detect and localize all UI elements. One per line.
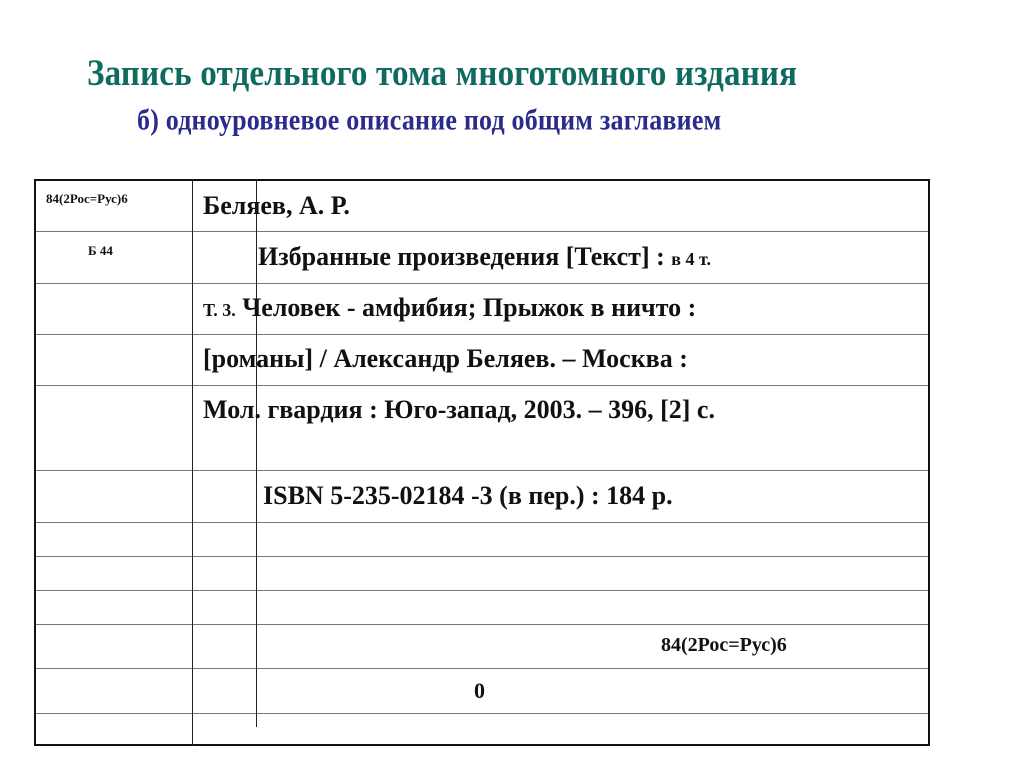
volume-line: [203, 293, 696, 323]
isbn-line: ISBN 5-235-02184 -3 (в пер.) : 184 р.: [263, 481, 673, 510]
column-divider: [192, 181, 193, 746]
row-line: [36, 334, 928, 335]
author-mark: Б 44: [88, 243, 113, 258]
row-line: [36, 713, 928, 714]
row-line: [36, 385, 928, 386]
row-line: [36, 283, 928, 284]
collection-title: Избранные произведения [Текст] :: [258, 242, 665, 271]
row-line: [36, 231, 928, 232]
bottom-classification-index: 84(2Рос=Рус)6: [661, 634, 787, 656]
slide-subtitle: б) одноуровневое описание под общим заглавием: [137, 103, 722, 137]
slide-title-block: [0, 54, 1024, 138]
slide-title: Запись отдельного тома многотомного издания: [87, 53, 798, 94]
indent-line: [256, 181, 257, 727]
classification-index: 84(2Рос=Рус)6: [46, 191, 128, 206]
publication-line: Мол. гвардия : Юго-запад, 2003. – 396, [2] с.: [203, 395, 715, 424]
volume-number: Т. 3.: [203, 300, 236, 320]
row-line: [36, 556, 928, 557]
row-line: [36, 668, 928, 669]
row-line: [36, 470, 928, 471]
row-line: [36, 590, 928, 591]
author-heading: Беляев, А. Р.: [203, 191, 350, 220]
volumes-count: в 4 т.: [671, 249, 711, 269]
volume-title: Человек - амфибия; Прыжок в ничто :: [242, 293, 697, 322]
row-line: [36, 624, 928, 625]
title-line: [258, 242, 711, 272]
bottom-mark: 0: [474, 678, 485, 703]
responsibility-line: [романы] / Александр Беляев. – Москва :: [203, 344, 688, 373]
catalog-card: [34, 179, 930, 746]
row-line: [36, 522, 928, 523]
